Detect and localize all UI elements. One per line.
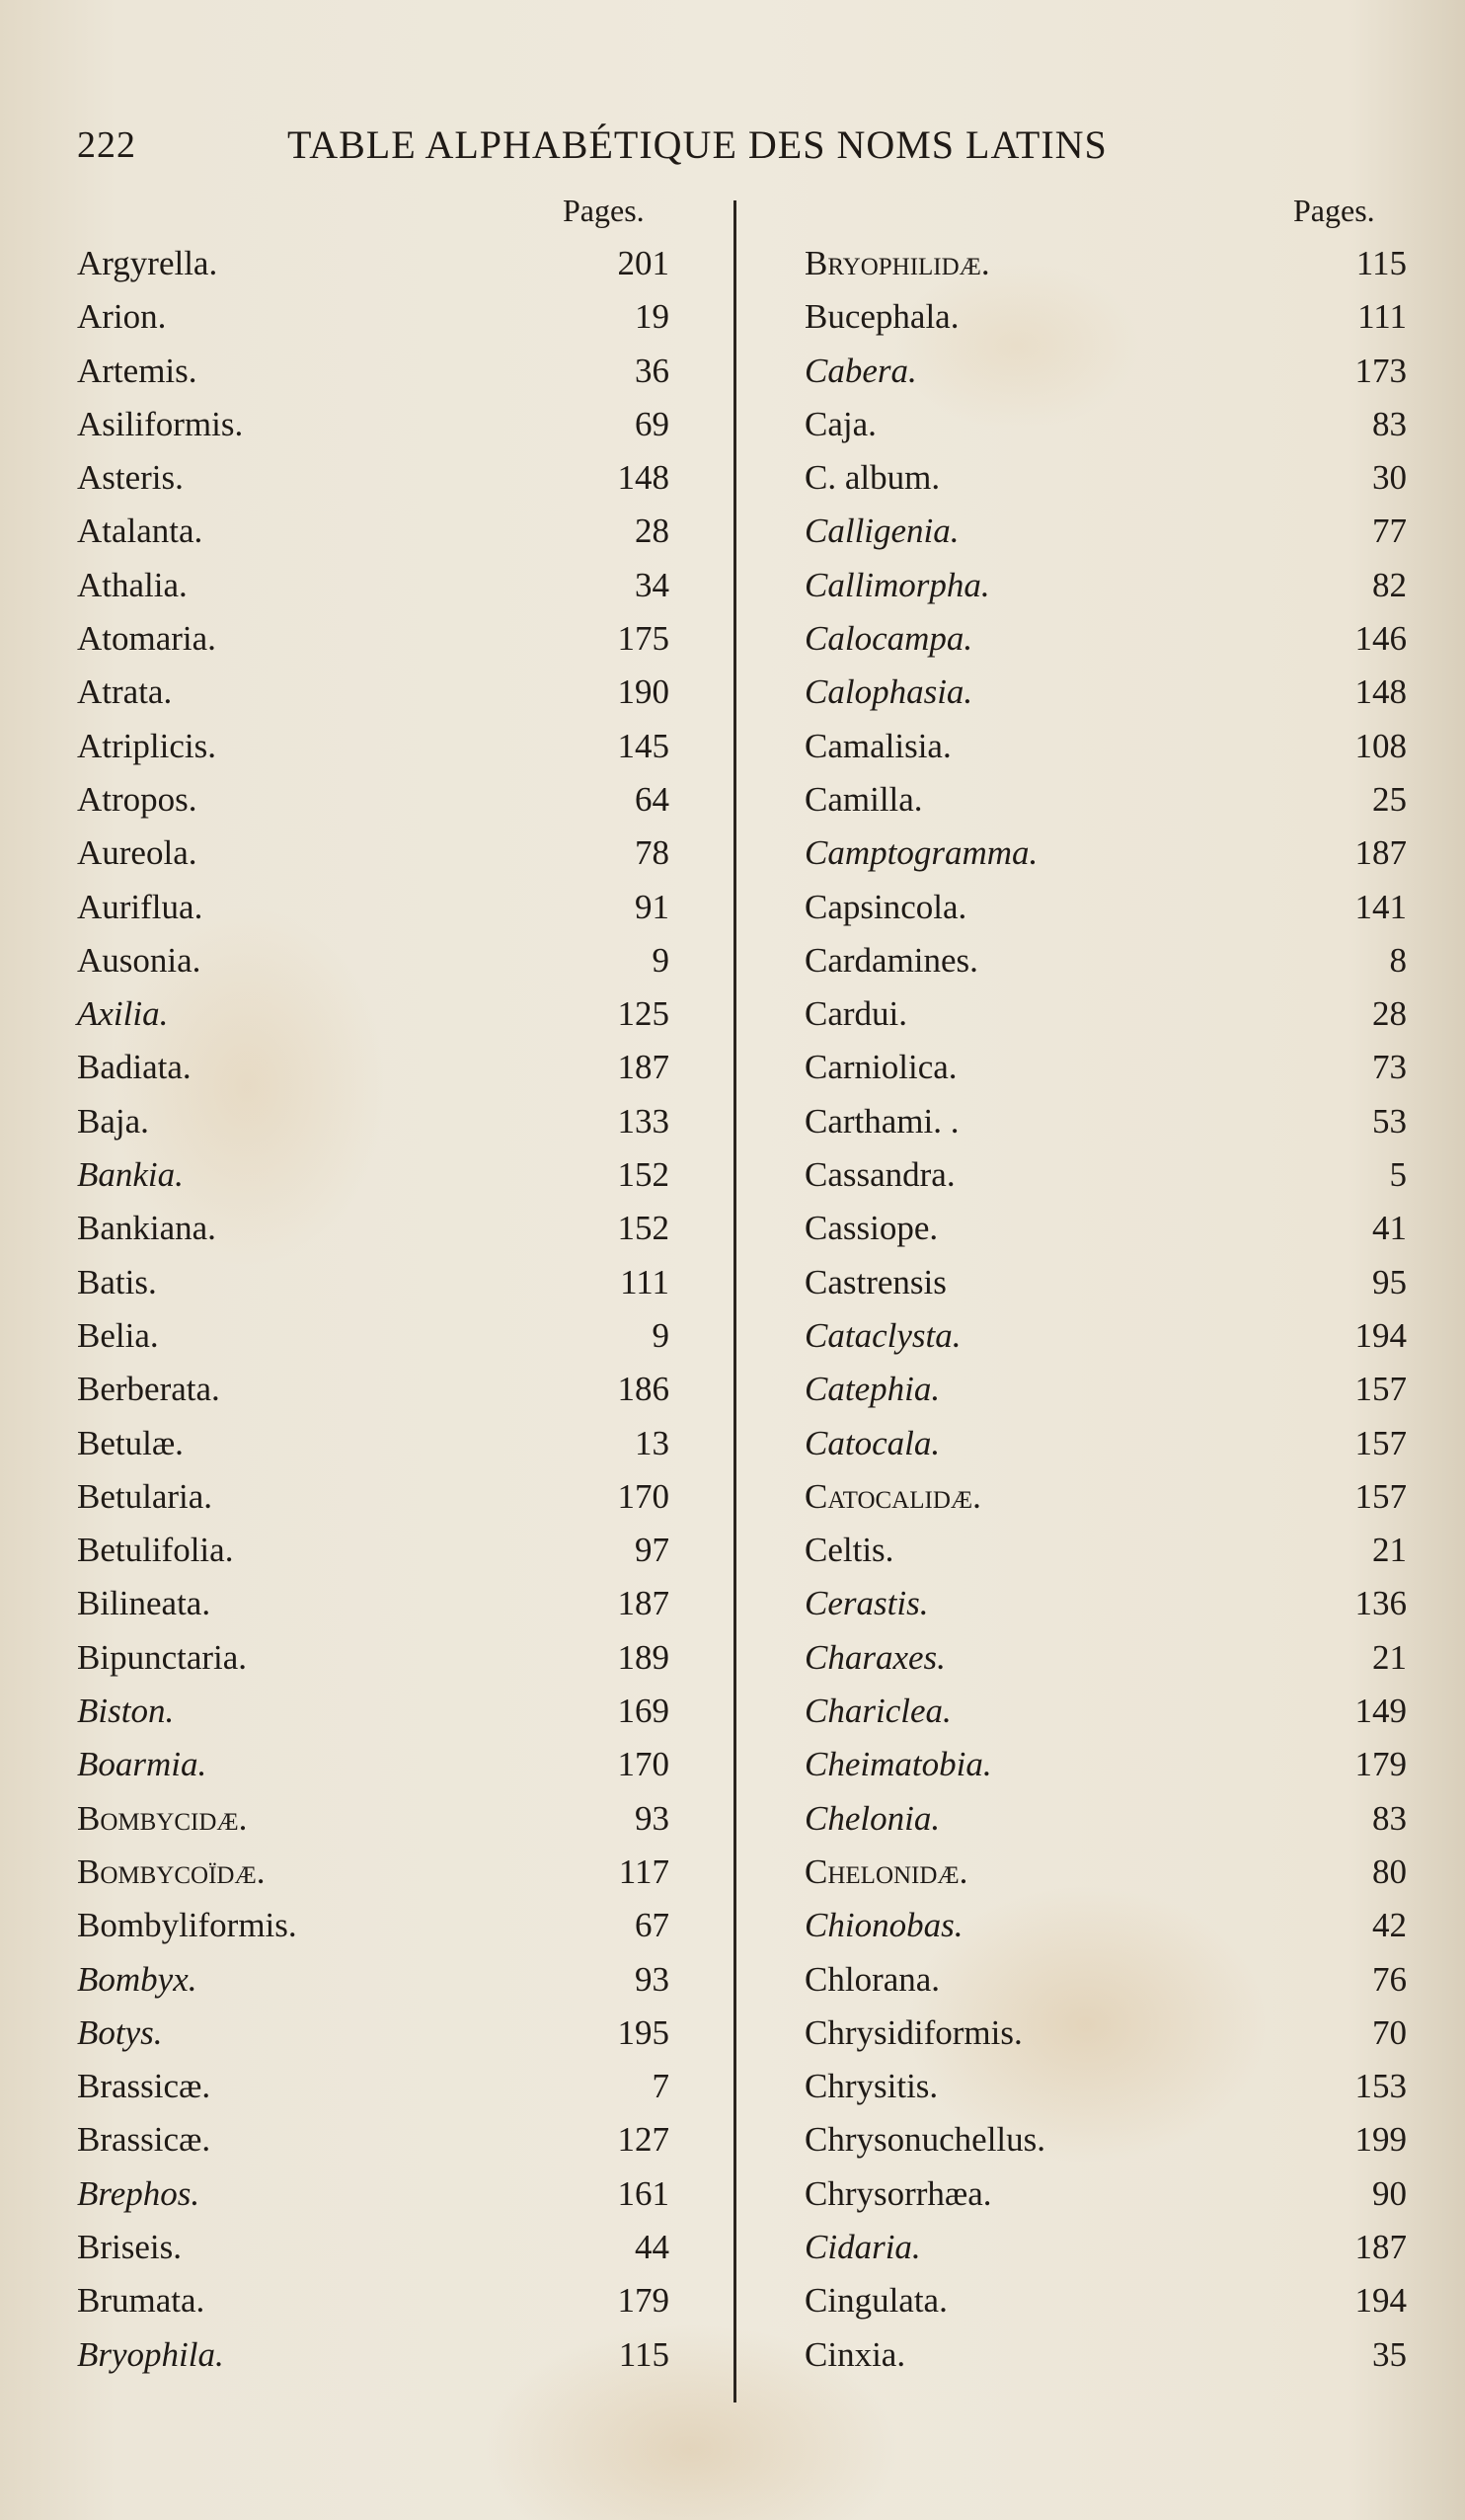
entry-page-number: 97 (635, 1531, 669, 1570)
entry-name: Cassandra. (805, 1155, 956, 1195)
entry-name: Asiliformis. (77, 404, 244, 443)
entry-page-number: 189 (617, 1637, 669, 1677)
index-entry (805, 1470, 1407, 1524)
entry-page-number: 136 (1354, 1584, 1407, 1623)
entry-page-number: 9 (652, 940, 669, 980)
index-entry (77, 290, 669, 344)
entry-name: Athalia. (77, 565, 188, 604)
entry-name: Cardui. (805, 994, 908, 1034)
entry-name: Brephos. (77, 2173, 200, 2213)
entry-page-number: 25 (1372, 779, 1407, 819)
entry-name: Catocala. (805, 1423, 941, 1462)
entry-page-number: 111 (1357, 297, 1407, 337)
entry-name: Cerastis. (805, 1584, 929, 1623)
index-entry (805, 505, 1407, 558)
entry-page-number: 93 (635, 1959, 669, 1999)
entry-name: Calophasia. (805, 672, 973, 712)
index-entry (77, 1417, 669, 1470)
entry-name: Bipunctaria. (77, 1637, 248, 1677)
index-entry (77, 1095, 669, 1148)
index-entry (805, 1417, 1407, 1470)
index-entry (77, 773, 669, 827)
index-entry (805, 345, 1407, 398)
index-entry (77, 1899, 669, 1952)
entry-name: Betulifolia. (77, 1531, 234, 1570)
entry-page-number: 152 (617, 1209, 669, 1248)
entry-name: Biston. (77, 1692, 175, 1731)
entry-name: Carthami. . (805, 1101, 960, 1141)
entry-page-number: 187 (1354, 833, 1407, 873)
entry-page-number: 7 (652, 2067, 669, 2106)
entry-name: Brassicæ. (77, 2120, 211, 2160)
entry-name: Belia. (77, 1315, 159, 1355)
index-entry (77, 1792, 669, 1846)
index-entry (77, 1256, 669, 1309)
entry-page-number: 41 (1372, 1209, 1407, 1248)
entry-name: Catocalidæ. (805, 1476, 981, 1516)
entry-name: Cardamines. (805, 940, 978, 980)
index-entry (77, 345, 669, 398)
index-entry (77, 1577, 669, 1630)
entry-page-number: 83 (1372, 404, 1407, 443)
entry-name: Artemis. (77, 351, 197, 390)
entry-name: Cidaria. (805, 2227, 921, 2266)
index-entry (77, 987, 669, 1041)
index-entry (77, 1309, 669, 1363)
entry-page-number: 117 (618, 1851, 669, 1891)
entry-page-number: 28 (1372, 994, 1407, 1034)
entry-page-number: 82 (1372, 565, 1407, 604)
index-entry (77, 2274, 669, 2327)
entry-page-number: 21 (1372, 1531, 1407, 1570)
entry-page-number: 53 (1372, 1101, 1407, 1141)
index-entry (805, 1738, 1407, 1791)
index-entry (77, 1470, 669, 1524)
index-entry (77, 1148, 669, 1202)
entry-name: Camalisia. (805, 726, 952, 765)
entry-name: Chelonidæ. (805, 1851, 968, 1891)
index-entry (805, 2113, 1407, 2166)
index-entry (805, 1524, 1407, 1577)
index-entry (805, 1953, 1407, 2007)
entry-name: Chionobas. (805, 1906, 964, 1945)
entry-page-number: 190 (617, 672, 669, 712)
index-entry (77, 2167, 669, 2221)
entry-name: Atomaria. (77, 619, 216, 659)
entry-page-number: 133 (617, 1101, 669, 1141)
index-entry (77, 1846, 669, 1899)
index-entry (805, 2167, 1407, 2221)
index-entry (805, 1846, 1407, 1899)
index-entry (77, 398, 669, 451)
right-index-column (805, 237, 1407, 2382)
entry-page-number: 73 (1372, 1048, 1407, 1087)
index-entry (77, 1953, 669, 2007)
index-entry (77, 2060, 669, 2113)
index-entry (77, 881, 669, 934)
entry-name: Axilia. (77, 994, 169, 1034)
entry-page-number: 169 (617, 1692, 669, 1731)
index-entry (805, 559, 1407, 612)
entry-page-number: 157 (1354, 1476, 1407, 1516)
index-entry (805, 2007, 1407, 2060)
entry-page-number: 194 (1354, 2281, 1407, 2321)
index-entry (805, 1899, 1407, 1952)
entry-page-number: 8 (1389, 940, 1407, 980)
entry-name: Bryophilidæ. (805, 244, 990, 282)
entry-name: Boarmia. (77, 1745, 207, 1784)
entry-page-number: 179 (1354, 1745, 1407, 1784)
index-entry (805, 881, 1407, 934)
index-entry (805, 1256, 1407, 1309)
index-entry (805, 1577, 1407, 1630)
entry-name: Atrata. (77, 672, 173, 712)
index-entry (805, 934, 1407, 987)
entry-name: Carniolica. (805, 1048, 958, 1087)
index-entry (77, 1524, 669, 1577)
entry-name: Cabera. (805, 351, 917, 390)
entry-name: Auriflua. (77, 887, 203, 926)
index-entry (805, 2221, 1407, 2274)
entry-name: Camilla. (805, 779, 923, 819)
index-entry (805, 827, 1407, 880)
entry-name: Asteris. (77, 458, 184, 498)
index-entry (805, 666, 1407, 719)
entry-page-number: 161 (617, 2173, 669, 2213)
left-column-pages-header: Pages. (563, 193, 645, 228)
entry-page-number: 70 (1372, 2012, 1407, 2052)
entry-name: Atriplicis. (77, 726, 216, 765)
page-number: 222 (77, 124, 136, 166)
entry-name: Bilineata. (77, 1584, 211, 1623)
entry-page-number: 187 (617, 1048, 669, 1087)
page-header (77, 114, 1193, 173)
index-entry (77, 1041, 669, 1094)
entry-name: Brassicæ. (77, 2067, 211, 2106)
entry-page-number: 19 (635, 297, 669, 337)
index-entry (805, 2328, 1407, 2382)
index-entry (805, 1202, 1407, 1255)
entry-name: Bucephala. (805, 297, 960, 337)
entry-name: Bombyx. (77, 1959, 197, 1999)
entry-name: Batis. (77, 1262, 157, 1301)
index-entry (77, 451, 669, 505)
entry-page-number: 76 (1372, 1959, 1407, 1999)
running-title: TABLE ALPHABÉTIQUE DES NOMS LATINS (287, 122, 1108, 167)
entry-name: Arion. (77, 297, 167, 337)
entry-name: Cataclysta. (805, 1315, 962, 1355)
entry-page-number: 145 (617, 726, 669, 765)
index-entry (805, 1631, 1407, 1685)
entry-page-number: 69 (635, 404, 669, 443)
entry-name: Ausonia. (77, 940, 201, 980)
entry-name: Camptogramma. (805, 833, 1039, 873)
entry-page-number: 157 (1354, 1370, 1407, 1409)
entry-name: Badiata. (77, 1048, 192, 1087)
entry-page-number: 83 (1372, 1798, 1407, 1838)
index-entry (77, 1631, 669, 1685)
entry-page-number: 91 (635, 887, 669, 926)
entry-name: Calocampa. (805, 619, 973, 659)
entry-page-number: 148 (617, 458, 669, 498)
entry-name: Botys. (77, 2012, 163, 2052)
entry-page-number: 149 (1354, 1692, 1407, 1731)
entry-page-number: 21 (1372, 1637, 1407, 1677)
index-entry (77, 559, 669, 612)
entry-name: Baja. (77, 1101, 149, 1141)
entry-name: Betularia. (77, 1476, 213, 1516)
entry-page-number: 115 (618, 2334, 669, 2374)
entry-name: Chrysidiformis. (805, 2012, 1023, 2052)
entry-page-number: 125 (617, 994, 669, 1034)
index-entry (77, 505, 669, 558)
index-entry (805, 1148, 1407, 1202)
entry-page-number: 108 (1354, 726, 1407, 765)
entry-name: Capsincola. (805, 887, 967, 926)
index-entry (805, 237, 1407, 290)
index-entry (805, 987, 1407, 1041)
entry-name: Callimorpha. (805, 565, 990, 604)
entry-name: Chariclea. (805, 1692, 952, 1731)
entry-page-number: 173 (1354, 351, 1407, 390)
entry-page-number: 44 (635, 2227, 669, 2266)
entry-page-number: 5 (1389, 1155, 1407, 1195)
entry-name: Bombycoïdæ. (77, 1851, 266, 1891)
entry-name: Chrysonuchellus. (805, 2120, 1046, 2160)
entry-name: Bombyliformis. (77, 1906, 297, 1945)
entry-page-number: 170 (617, 1476, 669, 1516)
entry-name: Calligenia. (805, 512, 960, 551)
left-index-column (77, 237, 669, 2382)
entry-page-number: 186 (617, 1370, 669, 1409)
entry-page-number: 13 (635, 1423, 669, 1462)
index-entry (805, 1309, 1407, 1363)
entry-page-number: 195 (617, 2012, 669, 2052)
entry-page-number: 153 (1354, 2067, 1407, 2106)
entry-name: Celtis. (805, 1531, 894, 1570)
entry-page-number: 34 (635, 565, 669, 604)
entry-name: Catephia. (805, 1370, 941, 1409)
index-entry (805, 2060, 1407, 2113)
entry-page-number: 30 (1372, 458, 1407, 498)
index-entry (805, 398, 1407, 451)
entry-page-number: 170 (617, 1745, 669, 1784)
index-entry (805, 290, 1407, 344)
entry-name: Cassiope. (805, 1209, 939, 1248)
entry-name: Bombycidæ. (77, 1798, 248, 1838)
entry-page-number: 152 (617, 1155, 669, 1195)
index-entry (805, 1363, 1407, 1416)
entry-page-number: 28 (635, 512, 669, 551)
entry-name: Atropos. (77, 779, 197, 819)
entry-page-number: 111 (620, 1262, 669, 1301)
entry-name: Berberata. (77, 1370, 220, 1409)
entry-page-number: 90 (1372, 2173, 1407, 2213)
entry-page-number: 175 (617, 619, 669, 659)
entry-page-number: 148 (1354, 672, 1407, 712)
entry-page-number: 146 (1354, 619, 1407, 659)
index-entry (77, 2328, 669, 2382)
entry-name: Chelonia. (805, 1798, 941, 1838)
index-entry (77, 2221, 669, 2274)
entry-page-number: 9 (652, 1315, 669, 1355)
entry-page-number: 127 (617, 2120, 669, 2160)
index-entry (77, 827, 669, 880)
entry-name: Charaxes. (805, 1637, 946, 1677)
index-entry (805, 1041, 1407, 1094)
entry-page-number: 36 (635, 351, 669, 390)
entry-name: Cinxia. (805, 2334, 906, 2374)
entry-page-number: 35 (1372, 2334, 1407, 2374)
index-entry (805, 1685, 1407, 1738)
index-entry (77, 2007, 669, 2060)
index-entry (805, 720, 1407, 773)
entry-name: Argyrella. (77, 244, 218, 282)
entry-name: Castrensis (805, 1262, 947, 1301)
entry-name: Chrysitis. (805, 2067, 939, 2106)
entry-page-number: 42 (1372, 1906, 1407, 1945)
entry-page-number: 201 (617, 244, 669, 282)
index-entry (805, 1095, 1407, 1148)
entry-name: Brumata. (77, 2281, 205, 2321)
entry-name: Chlorana. (805, 1959, 941, 1999)
index-entry (805, 612, 1407, 666)
index-entry (77, 934, 669, 987)
index-entry (77, 1202, 669, 1255)
entry-name: Betulæ. (77, 1423, 184, 1462)
index-entry (805, 1792, 1407, 1846)
entry-name: Bankiana. (77, 1209, 216, 1248)
index-entry (805, 2274, 1407, 2327)
entry-page-number: 115 (1355, 244, 1407, 282)
entry-name: C. album. (805, 458, 941, 498)
entry-page-number: 187 (1354, 2227, 1407, 2266)
entry-name: Bryophila. (77, 2334, 224, 2374)
entry-name: Atalanta. (77, 512, 203, 551)
index-entry (77, 2113, 669, 2166)
entry-page-number: 187 (617, 1584, 669, 1623)
index-entry (77, 666, 669, 719)
index-entry (805, 773, 1407, 827)
entry-page-number: 80 (1372, 1851, 1407, 1891)
entry-name: Cingulata. (805, 2281, 948, 2321)
entry-page-number: 141 (1354, 887, 1407, 926)
index-entry (77, 237, 669, 290)
index-entry (77, 720, 669, 773)
index-entry (77, 1363, 669, 1416)
entry-page-number: 194 (1354, 1315, 1407, 1355)
right-column-pages-header: Pages. (1293, 193, 1375, 228)
entry-name: Briseis. (77, 2227, 182, 2266)
entry-page-number: 95 (1372, 1262, 1407, 1301)
entry-page-number: 64 (635, 779, 669, 819)
entry-page-number: 157 (1354, 1423, 1407, 1462)
entry-name: Bankia. (77, 1155, 184, 1195)
entry-name: Aureola. (77, 833, 197, 873)
entry-page-number: 93 (635, 1798, 669, 1838)
index-entry (77, 1738, 669, 1791)
entry-page-number: 77 (1372, 512, 1407, 551)
index-entry (805, 451, 1407, 505)
entry-page-number: 67 (635, 1906, 669, 1945)
entry-name: Cheimatobia. (805, 1745, 992, 1784)
index-entry (77, 612, 669, 666)
entry-page-number: 78 (635, 833, 669, 873)
entry-page-number: 199 (1354, 2120, 1407, 2160)
entry-page-number: 179 (617, 2281, 669, 2321)
entry-name: Chrysorrhæa. (805, 2173, 992, 2213)
index-entry (77, 1685, 669, 1738)
column-divider (733, 200, 736, 2402)
entry-name: Caja. (805, 404, 877, 443)
